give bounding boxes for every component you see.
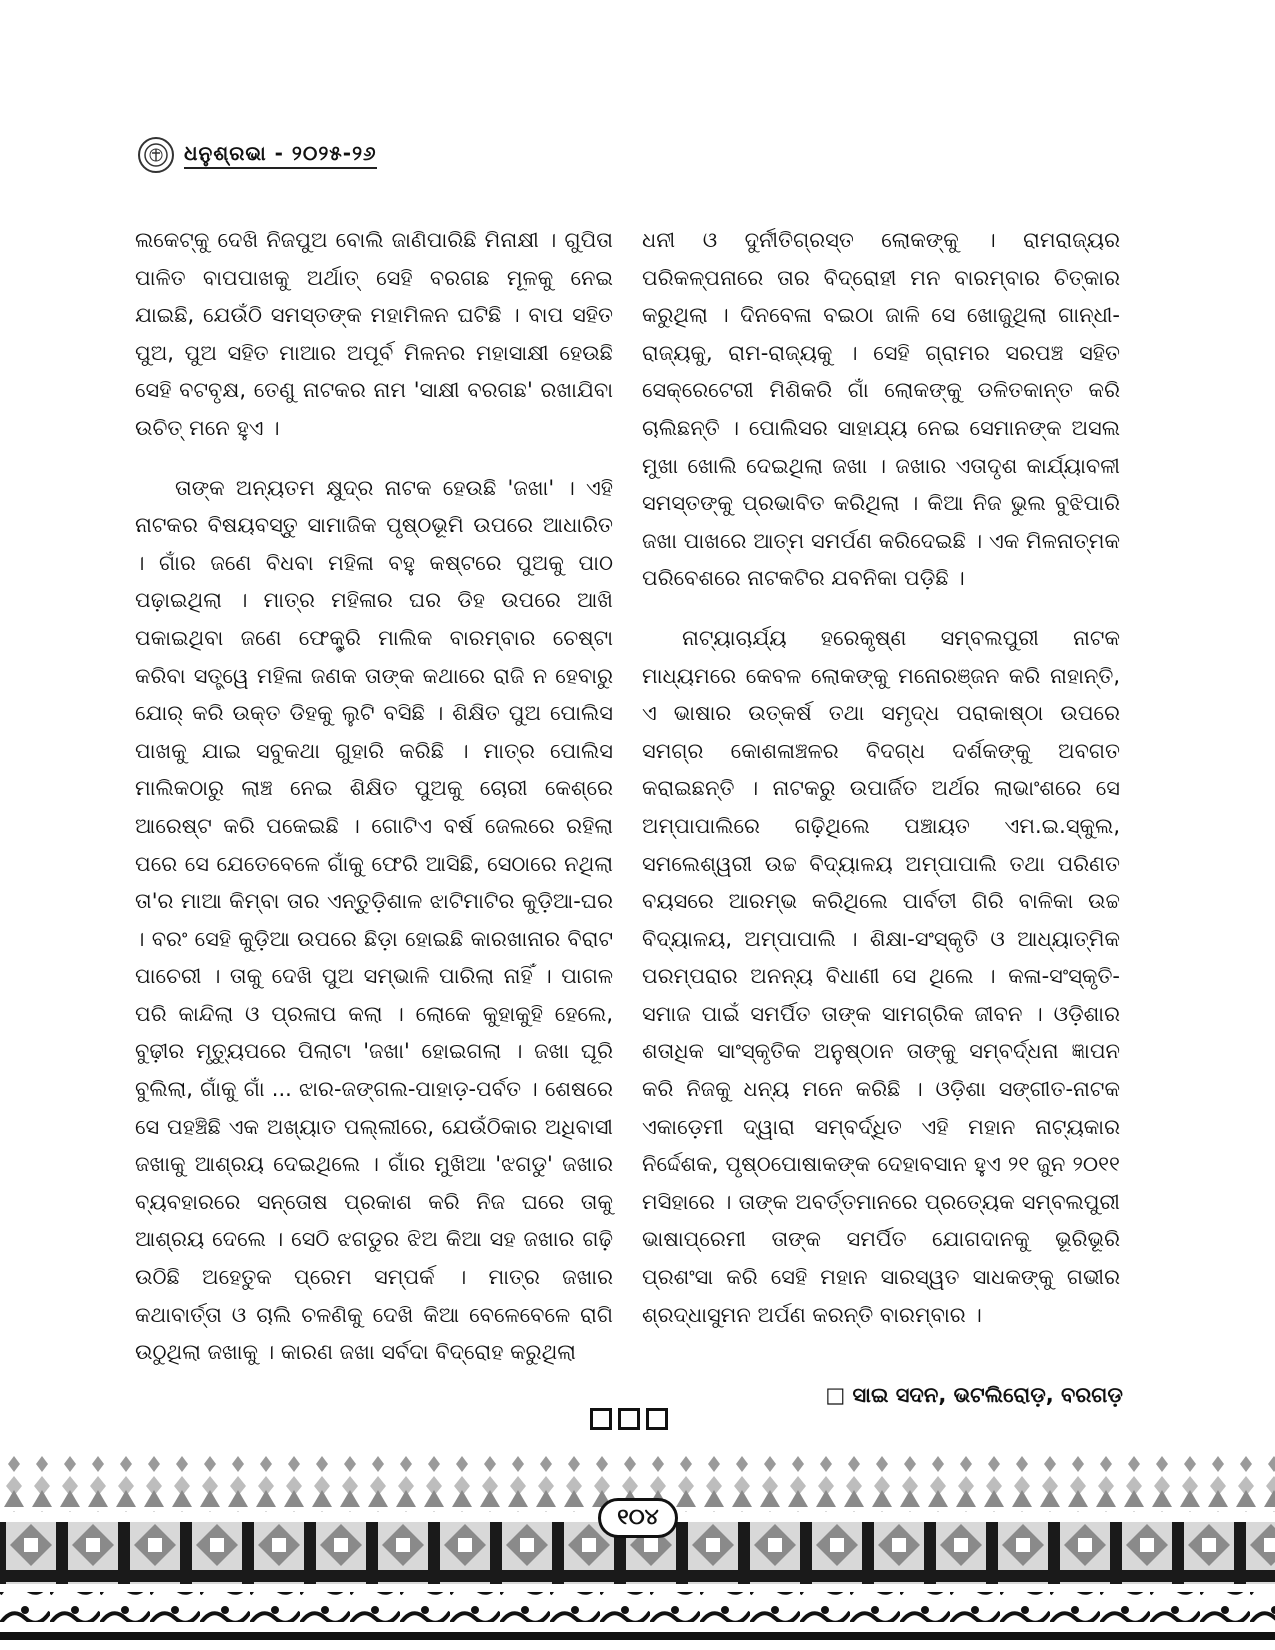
header-title: ଧନୁଶ୍ରଭା - ୨୦୨୫-୨୬ [184,141,377,169]
left-paragraph-2: ତାଙ୍କ ଅନ୍ୟତମ କ୍ଷୁଦ୍ର ନାଟକ ହେଉଛି 'ଜଖା' । ଏହି ନାଟକର ବିଷୟବସ୍ତୁ ସାମାଜିକ ପୃଷ୍ଠଭୂମି ଉପରେ ଆଧାରିତ । ଗାଁର ଜଣେ ବିଧବା ମହିଳା ବହୁ କଷ୍ଟରେ ପୁଅକୁ ପାଠ ପଢ଼ାଇଥିଲା । ମାତ୍ର ମହିଳାର ଘର ଡିହ ଉପରେ ଆଖି ପକାଇଥିବା ଜଣେ ଫେକ୍ଟ୍ରି ମାଲିକ ବାରମ୍ବାର ଚେଷ୍ଟା କରିବା ସତ୍ତ୍ୱେ ମହିଳା ଜଣକ ତାଙ୍କ କଥାରେ ରାଜି ନ ହେବାରୁ ଯୋର୍ କରି ଉକ୍ତ ଡିହକୁ ଲୁଟି ବସିଛି । ଶିକ୍ଷିତ ପୁଅ ପୋଲିସ ପାଖକୁ ଯାଇ ସବୁକଥା ଗୁହାରି କରିଛି । ମାତ୍ର ପୋଲିସ ମାଲିକଠାରୁ ଲାଞ୍ଚ ନେଇ ଶିକ୍ଷିତ ପୁଅକୁ ଚୋରୀ କେଶ୍‌ରେ ଆରେଷ୍ଟ କରି ପକେଇଛି । ଗୋଟିଏ ବର୍ଷ ଜେଲରେ ରହିଲା ପରେ ସେ ଯେତେବେଳେ ଗାଁକୁ ଫେରି ଆସିଛି, ସେଠାରେ ନଥିଲା ତା'ର ମାଆ କିମ୍ବା ତାର ଏନ୍ତୁଡ଼ିଶାଳ ଝାଟିମାଟିର କୁଡ଼ିଆ-ଘର । ବରଂ ସେହି କୁଡ଼ିଆ ଉପରେ ଛିଡ଼ା ହୋଇଛି କାରଖାନାର ବିରାଟ ପାଚେରୀ । ତାକୁ ଦେଖି ପୁଅ ସମ୍ଭାଳି ପାରିଲା ନାହିଁ । ପାଗଳ ପରି କାନ୍ଦିଲା ଓ ପ୍ରଳାପ କଲା । ଲୋକେ କୁହାକୁହି ହେଲେ, ବୁଢ଼ୀର ମୃତ୍ୟୁପରେ ପିଲାଟା 'ଜଖା' ହୋଇଗଲା । ଜଖା ଘୂରି ବୁଲିଲା, ଗାଁକୁ ଗାଁ ... ଝାର-ଜଙ୍ଗଲ-ପାହାଡ଼-ପର୍ବତ । ଶେଷରେ ସେ ପହଞ୍ଚିଛି ଏକ ଅଖ୍ୟାତ ପଲ୍ଲୀରେ, ଯେଉଁଠିକାର ଅଧିବାସୀ ଜଖାକୁ ଆଶ୍ରୟ ଦେଇଥିଲେ । ଗାଁର ମୁଖିଆ 'ଝଗଡୁ' ଜଖାର ବ୍ୟବହାରରେ ସନ୍ତୋଷ ପ୍ରକାଶ କରି ନିଜ ଘରେ ତାକୁ ଆଶ୍ରୟ ଦେଲେ । ସେଠି ଝଗଡୁର ଝିଅ କିଆ ସହ ଜଖାର ଗଢ଼ି ଉଠିଛି ଅହେତୁକ ପ୍ରେମ ସମ୍ପର୍କ । ମାତ୍ର ଜଖାର କଥାବାର୍ତ୍ତା ଓ ଚାଲି ଚଳଣିକୁ ଦେଖି କିଆ ବେଳେବେଳେ ରାଗି ଉଠୁଥିଲା ଜଖାକୁ । କାରଣ ଜଖା ସର୍ବଦା ବିଦ୍ରୋହ କରୁଥିଲା [135,475,613,1365]
page-header [138,135,438,175]
square-mark-icon [618,1408,640,1430]
seal-logo-icon [138,137,174,173]
square-mark-icon [646,1408,668,1430]
left-paragraph-1: ଲକେଟ୍‌କୁ ଦେଖି ନିଜପୁଅ ବୋଲି ଜାଣିପାରିଛି ମିନାକ୍ଷୀ । ଗୁପିତା ପାଳିତ ବାପପାଖକୁ ଅର୍ଥାତ୍ ସେହି ବରଗଛ ମୂଳକୁ ନେଇ ଯାଇଛି, ଯେଉଁଠି ସମସ୍ତଙ୍କ ମହାମିଳନ ଘଟିଛି । ବାପ ସହିତ ପୁଅ, ପୁଅ ସହିତ ମାଆର ଅପୂର୍ବ ମିଳନର ମହାସାକ୍ଷୀ ହେଉଛି ସେହି ବଟବୃକ୍ଷ, ତେଣୁ ନାଟକର ନାମ 'ସାକ୍ଷୀ ବରଗଛ' ରଖାଯିବା ଉଚିତ୍ ମନେ ହୁଏ । [135,228,613,440]
square-mark-icon [590,1408,612,1430]
page-number: ୧୦୪ [598,1498,678,1538]
right-paragraph-2: ନାଟ୍ୟାଚାର୍ଯ୍ୟ ହରେକୃଷ୍ଣ ସମ୍ବଲପୁରୀ ନାଟକ ମାଧ୍ୟମରେ କେବଳ ଲୋକଙ୍କୁ ମନୋରଞ୍ଜନ କରି ନାହାନ୍ତି, ଏ ଭାଷାର ଉତ୍କର୍ଷ ତଥା ସମୃଦ୍ଧ ପରାକାଷ୍ଠା ଉପରେ ସମଗ୍ର କୋଶଳାଞ୍ଚଳର ବିଦଗ୍ଧ ଦର୍ଶକଙ୍କୁ ଅବଗତ କରାଇଛନ୍ତି । ନାଟକରୁ ଉପାର୍ଜିତ ଅର୍ଥର ଲାଭାଂଶରେ ସେ ଅମ୍ପାପାଲିରେ ଗଢ଼ିଥିଲେ ପଞ୍ଚାୟତ ଏମ.ଇ.ସ୍କୁଲ, ସମଲେଶ୍ୱରୀ ଉଚ୍ଚ ବିଦ୍ୟାଳୟ ଅମ୍ପାପାଲି ତଥା ପରିଣତ ବୟସରେ ଆରମ୍ଭ କରିଥିଲେ ପାର୍ବତୀ ଗିରି ବାଳିକା ଉଚ୍ଚ ବିଦ୍ୟାଳୟ, ଅମ୍ପାପାଲି । ଶିକ୍ଷା-ସଂସ୍କୃତି ଓ ଆଧ୍ୟାତ୍ମିକ ପରମ୍ପରାର ଅନନ୍ୟ ବିଧାଣୀ ସେ ଥିଲେ । କଳା-ସଂସ୍କୃତି-ସମାଜ ପାଇଁ ସମର୍ପିତ ତାଙ୍କ ସାମଗ୍ରିକ ଜୀବନ । ଓଡ଼ିଶାର ଶତାଧିକ ସାଂସ୍କୃତିକ ଅନୁଷ୍ଠାନ ତାଙ୍କୁ ସମ୍ବର୍ଦ୍ଧନା ଜ୍ଞାପନ କରି ନିଜକୁ ଧନ୍ୟ ମନେ କରିଛି । ଓଡ଼ିଶା ସଙ୍ଗୀତ-ନାଟକ ଏକାଡ଼େମୀ ଦ୍ୱାରା ସମ୍ବର୍ଦ୍ଧିତ ଏହି ମହାନ ନାଟ୍ୟକାର ନିର୍ଦ୍ଦେଶକ, ପୃଷ୍ଠପୋଷାକଙ୍କ ଦେହାବସାନ ହୁଏ ୨୧ ଜୁନ ୨୦୧୧ ମସିହାରେ । ତାଙ୍କ ଅବର୍ତ୍ତମାନରେ ପ୍ରତ୍ୟେକ ସମ୍ବଲପୁରୀ ଭାଷାପ୍ରେମୀ ତାଙ୍କ ସମର୍ପିତ ଯୋଗଦାନକୁ ଭୂରିଭୂରି ପ୍ରଶଂସା କରି ସେହି ମହାନ ସାରସ୍ୱତ ସାଧକଙ୍କୁ ଗଭୀର ଶ୍ରଦ୍ଧାସୁମନ ଅର୍ପଣ କରନ୍ତି ବାରମ୍ବାର । [642,625,1120,1327]
right-column [642,222,1120,1334]
end-of-article-marks [590,1408,668,1430]
left-column [135,222,613,1372]
decorative-border [0,1452,1275,1650]
right-paragraph-1: ଧନୀ ଓ ଦୁର୍ନୀତିଗ୍ରସ୍ତ ଲୋକଙ୍କୁ । ରାମରାଜ୍ୟର ପରିକଳ୍ପନାରେ ତାର ବିଦ୍ରୋହୀ ମନ ବାରମ୍ବାର ଚିତ୍କାର କରୁଥିଲା । ଦିନବେଳା ବଇଠା ଜାଳି ସେ ଖୋଜୁଥିଲା ଗାନ୍ଧୀ-ରାଜ୍ୟକୁ, ରାମ-ରାଜ୍ୟକୁ । ସେହି ଗ୍ରାମର ସରପଞ୍ଚ ସହିତ ସେକ୍ରେଟେରୀ ମିଶିକରି ଗାଁ ଲୋକଙ୍କୁ ଡଳିତକାନ୍ତ କରି ଚାଲିଛନ୍ତି । ପୋଲିସର ସାହାଯ୍ୟ ନେଇ ସେମାନଙ୍କ ଅସଲ ମୁଖା ଖୋଲି ଦେଇଥିଲା ଜଖା । ଜଖାର ଏତାଦୃଶ କାର୍ଯ୍ୟାବଳୀ ସମସ୍ତଙ୍କୁ ପ୍ରଭାବିତ କରିଥିଲା । କିଆ ନିଜ ଭୁଲ ବୁଝିପାରି ଜଖା ପାଖରେ ଆତ୍ମ ସମର୍ପଣ କରିଦେଇଛି । ଏକ ମିଳନାତ୍ମକ ପରିବେଶରେ ନାଟକଟିର ଯବନିକା ପଡ଼ିଛି । [642,228,1120,591]
author-address: □ ସାଇ ସଦନ, ଭଟଲିରୋଡ଼, ବରଗଡ଼ [825,1383,1123,1407]
